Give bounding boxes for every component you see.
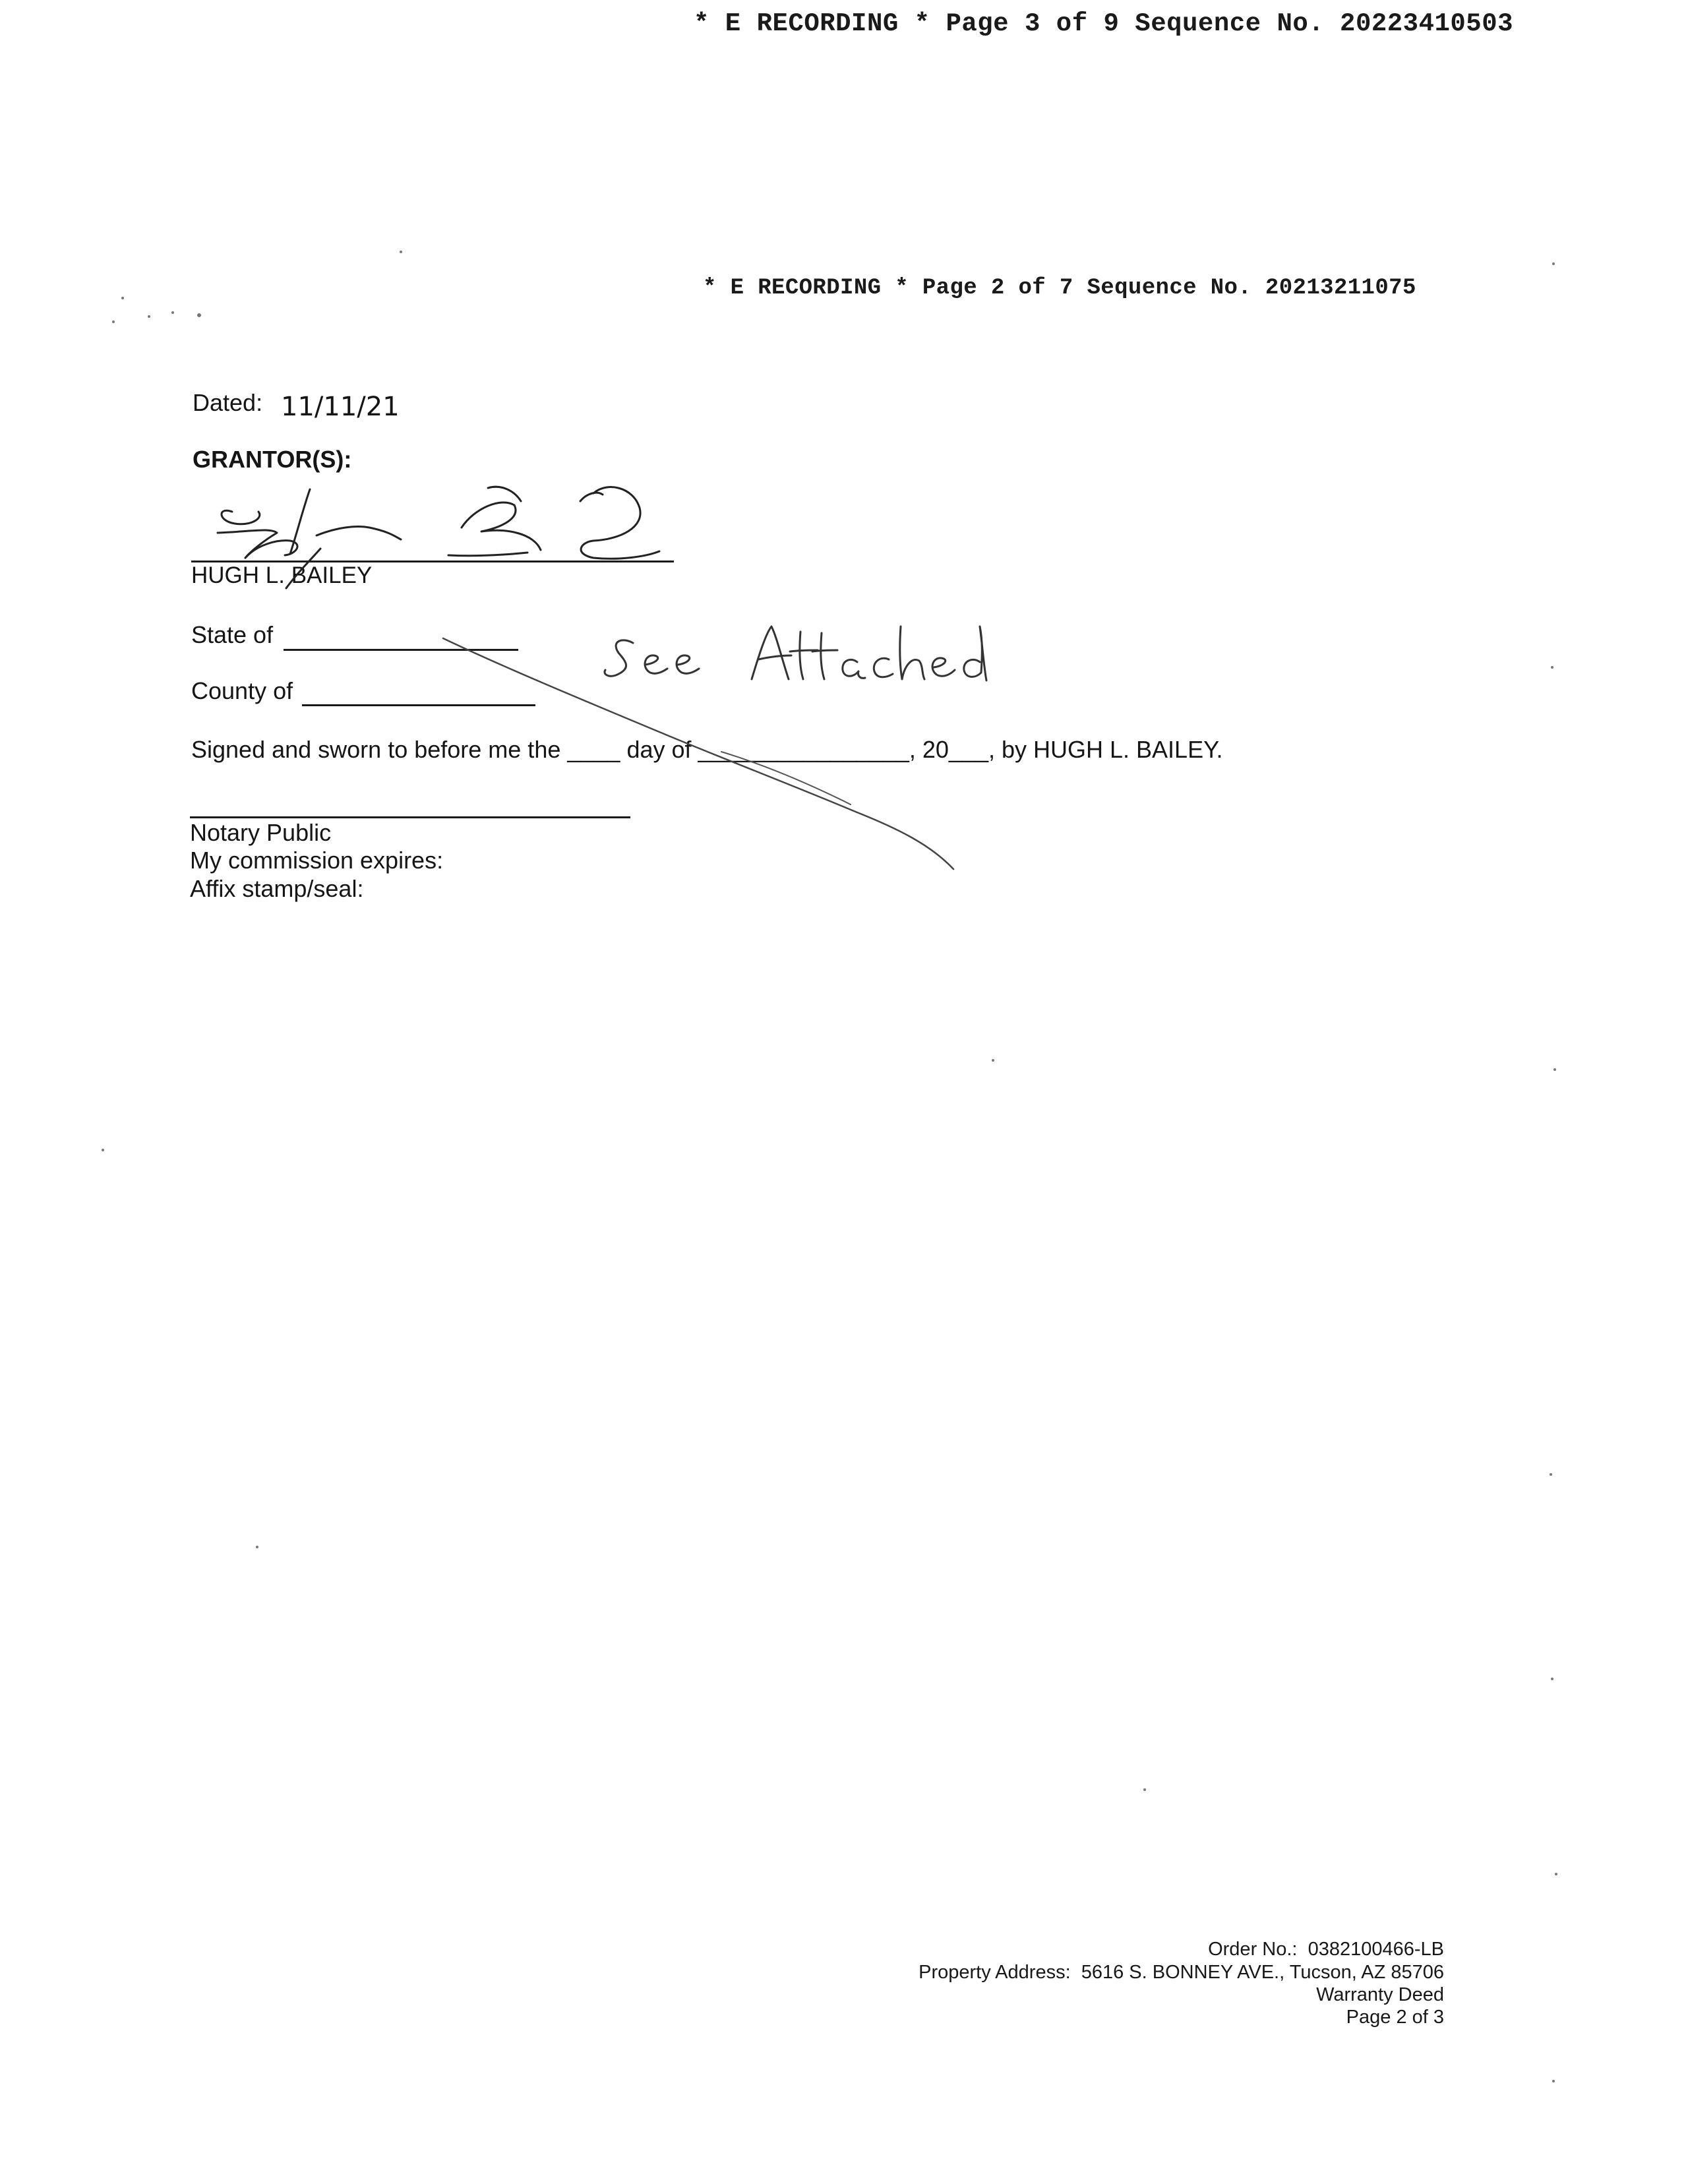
footer-document-type: Warranty Deed bbox=[1316, 1984, 1444, 2005]
notary-signature-line bbox=[190, 816, 630, 818]
notary-public-label: Notary Public bbox=[190, 819, 332, 846]
scan-specks bbox=[102, 251, 1557, 2082]
see-attached-annotation bbox=[605, 626, 986, 681]
county-label: County of bbox=[191, 677, 293, 704]
footer-property-address: Property Address: 5616 S. BONNEY AVE., Tucson, AZ 85706 bbox=[919, 1962, 1444, 1983]
recording-header-inner: * E RECORDING * Page 2 of 7 Sequence No. 20213211075 bbox=[703, 276, 1416, 301]
grantor-heading: GRANTOR(S): bbox=[193, 446, 352, 473]
footer-page-number: Page 2 of 3 bbox=[1346, 2007, 1444, 2028]
commission-expires-label: My commission expires: bbox=[190, 847, 444, 874]
sworn-statement: Signed and sworn to before me the ____ day of ________________, 20___, by HUGH L. BAILEY. bbox=[191, 736, 1223, 763]
state-label: State of bbox=[191, 621, 274, 648]
footer-order-number: Order No.: 0382100466-LB bbox=[1208, 1939, 1444, 1960]
affix-stamp-label: Affix stamp/seal: bbox=[190, 875, 364, 902]
grantor-name: HUGH L. BAILEY bbox=[191, 562, 373, 588]
dated-value: 11/11/21 bbox=[281, 392, 400, 422]
county-blank-line bbox=[302, 704, 535, 706]
state-blank-line bbox=[284, 649, 518, 651]
recording-header-top: * E RECORDING * Page 3 of 9 Sequence No. 20223410503 bbox=[694, 9, 1513, 38]
dated-label: Dated: bbox=[193, 389, 263, 416]
